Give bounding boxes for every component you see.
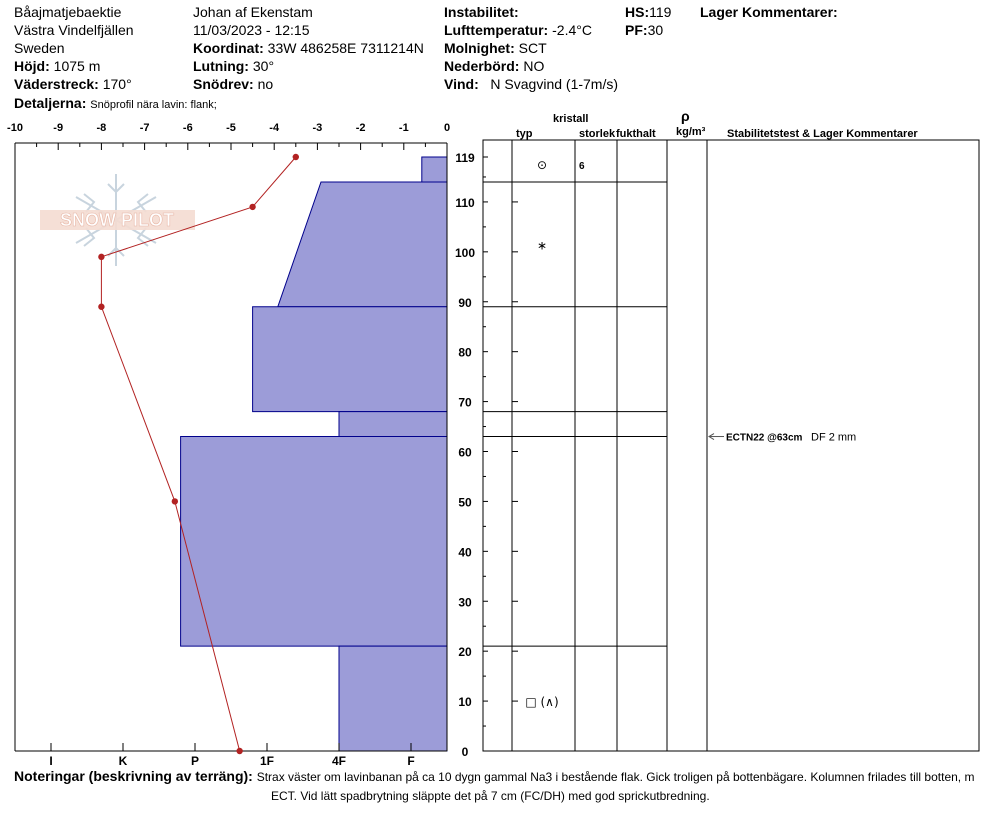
hardness-tick-label: 4F <box>331 754 347 768</box>
height-tick-label: 10 <box>458 695 472 710</box>
notes-line-1: Strax väster om lavinbanan på ca 10 dygn gammal Na3 i bestående flak. Gick troligen på bottenbägare. Kolumnen frilades till botten, m <box>256 770 975 784</box>
wind-loading-value: no <box>257 76 274 92</box>
height-tick-label: 90 <box>458 295 472 310</box>
height-tick-label: 0 <box>461 745 469 759</box>
sky-value: SCT <box>518 40 547 56</box>
details-value: Snöprofil nära lavin: flank; <box>90 99 217 111</box>
height-tick-label: 70 <box>458 395 472 410</box>
temp-tick-label: -3 <box>312 122 323 134</box>
crystal-type: ⊙ <box>536 158 548 172</box>
height-tick-label: 40 <box>458 545 472 560</box>
stability-test-comment: DF 2 mm <box>811 431 857 444</box>
temperature-point <box>249 204 255 210</box>
precip-label: Nederbörd: <box>444 58 520 74</box>
notes-label: Noteringar (beskrivning av terräng): <box>14 768 253 784</box>
height-tick-label: 110 <box>455 195 475 210</box>
temp-tick-label: -8 <box>96 122 107 134</box>
hardness-tick-label: K <box>118 754 128 768</box>
layer-table <box>483 140 979 751</box>
hardness-layer-0 <box>422 157 447 182</box>
temperature-point <box>172 498 178 504</box>
temp-tick-label: -10 <box>7 122 23 134</box>
hs-value: 119 <box>649 4 672 20</box>
temperature-point <box>98 304 104 310</box>
crystal-size: 6 <box>579 161 585 172</box>
layer-comments-label: Lager Kommentarer: <box>700 4 838 20</box>
aspect-value: 170° <box>102 76 132 92</box>
details-label: Detaljerna: <box>14 95 87 111</box>
elevation-label: Höjd: <box>14 58 50 74</box>
wind-value: N Svagvind (1-7m/s) <box>490 76 619 92</box>
temperature-point <box>236 748 242 754</box>
location-name: Båajmatjebaektie <box>14 4 122 20</box>
density-symbol: ρ <box>681 108 690 124</box>
pf-value: 30 <box>647 22 664 38</box>
temperature-point <box>98 254 104 260</box>
hardness-tick-label: P <box>190 754 200 768</box>
pf-label: PF: <box>625 22 648 38</box>
height-tick-label: 100 <box>454 245 476 260</box>
height-tick-label: 60 <box>458 445 472 460</box>
crystal-label: kristall <box>553 113 589 125</box>
hardness-layer-2 <box>253 307 447 412</box>
instability-label: Instabilitet: <box>444 4 519 20</box>
temp-tick-label: -6 <box>182 122 193 134</box>
crystal-type: ∗ <box>536 238 548 253</box>
notes-line-2: ECT. Vid lätt spadbrytning släppte det på 7 cm (FC/DH) med god sprickutbredning. <box>271 789 710 803</box>
temp-tick-label: -9 <box>53 122 64 134</box>
hardness-layer-4 <box>181 437 447 647</box>
air-temp-label: Lufttemperatur: <box>444 22 549 38</box>
datetime: 11/03/2023 - 12:15 <box>193 22 310 38</box>
wind-label: Vind: <box>444 76 479 92</box>
hardness-tick-label: I <box>49 754 53 768</box>
hardness-layer-5 <box>339 646 447 751</box>
hardness-layers <box>181 157 447 751</box>
moisture-label: fukthalt <box>616 128 656 140</box>
height-tick-label: 80 <box>458 345 472 360</box>
wind-loading-label: Snödrev: <box>193 76 254 92</box>
precip-value: NO <box>523 58 545 74</box>
hardness-layer-1 <box>278 182 447 307</box>
slope-value: 30° <box>252 58 275 74</box>
height-tick-label: 119 <box>455 151 475 165</box>
logo-text: SNOW PILOT <box>60 210 174 230</box>
hs-label: HS: <box>625 4 650 20</box>
temperature-point <box>293 154 299 160</box>
air-temp-value: -2.4°C <box>552 22 592 38</box>
temp-tick-label: -2 <box>355 122 366 134</box>
temp-tick-label: -4 <box>269 122 280 134</box>
country: Sweden <box>14 40 65 56</box>
height-tick-label: 20 <box>458 645 472 660</box>
hardness-tick-label: 1F <box>259 754 275 768</box>
table-frame <box>483 140 979 751</box>
temp-tick-label: -5 <box>226 122 236 134</box>
type-label: typ <box>516 128 533 140</box>
height-tick-label: 50 <box>458 495 472 510</box>
notes <box>14 766 994 803</box>
stability-test-label: ECTN22 @63cm <box>726 432 803 444</box>
observer: Johan af Ekenstam <box>193 4 313 20</box>
area-name: Västra Vindelfjällen <box>14 22 134 38</box>
hardness-layer-3 <box>339 412 447 437</box>
density-unit: kg/m³ <box>676 126 706 138</box>
aspect-label: Väderstreck: <box>14 76 99 92</box>
coord-value: 33W 486258E 7311214N <box>267 40 424 56</box>
temp-tick-label: 0 <box>443 122 451 134</box>
coord-label: Koordinat: <box>193 40 264 56</box>
hardness-tick-label: F <box>407 754 415 768</box>
stability-label: Stabilitetstest & Lager Kommentarer <box>727 128 918 140</box>
temp-tick-label: -1 <box>398 122 409 134</box>
height-tick-label: 30 <box>458 595 472 610</box>
temp-tick-label: -7 <box>139 122 150 134</box>
elevation-value: 1075 m <box>53 58 101 74</box>
sky-label: Molnighet: <box>444 40 515 56</box>
crystal-type: □ (∧) <box>525 695 559 710</box>
size-label: storlek <box>579 128 616 140</box>
slope-label: Lutning: <box>193 58 249 74</box>
